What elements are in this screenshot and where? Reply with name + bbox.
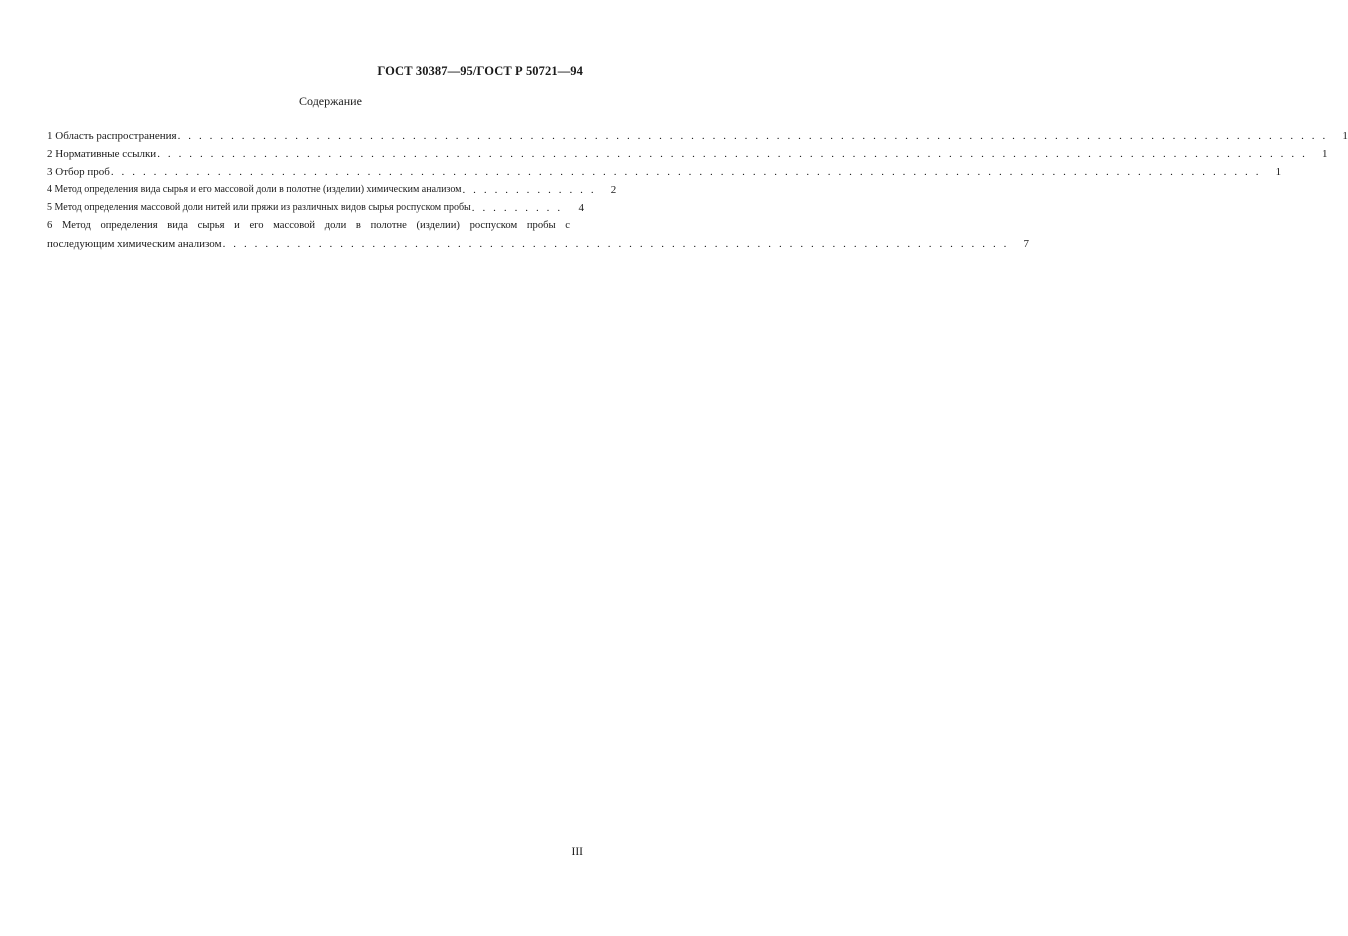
toc-entry-page: 7 xyxy=(1023,238,1030,250)
toc-entry-3[interactable] xyxy=(47,163,1282,181)
toc-entry-text-line1: 6 Метод определения вида сырья и его массовой доли в полотне (изделии) роспуском пробы с xyxy=(47,220,570,231)
toc-entry-text: 2 Нормативные ссылки xyxy=(47,148,157,160)
toc-leader-dots: . . . . . . . . . . . . . . . . . . . . . . . . . . . . . . . . . . . . . . . . . . . . . . . . . . . . . . . . . . . . . . . . . . . . . . . . . . . . . . . . . . . . . . . . . . . . . . . . . . . . . . . . . . . . xyxy=(110,166,1262,178)
toc-leader-dots: . . . . . . . . . . . . . xyxy=(462,184,597,196)
toc-entry-text: 5 Метод определения массовой доли нитей или пряжи из различных видов сырья роспуском пробы xyxy=(47,202,471,213)
toc-leader-dots: . . . . . . . . . . . . . . . . . . . . . . . . . . . . . . . . . . . . . . . . . . . . . . . . . . . . . . . . . . . . . . . . . . . . . . . . . . xyxy=(222,238,1010,250)
toc-entry-page: 1 xyxy=(1321,148,1328,160)
toc-entry-line2-row xyxy=(47,235,1030,253)
toc-entry-4[interactable] xyxy=(47,181,617,199)
standard-code-header: ГОСТ 30387—95/ГОСТ Р 50721—94 xyxy=(377,64,583,78)
toc-entry-6[interactable] xyxy=(47,217,1030,253)
toc-leader-dots: . . . . . . . . . . . . . . . . . . . . . . . . . . . . . . . . . . . . . . . . . . . . . . . . . . . . . . . . . . . . . . . . . . . . . . . . . . . . . . . . . . . . . . . . . . . . . . . . . . . . . . . . . . . . xyxy=(157,148,1308,160)
toc-leader-dots: . . . . . . . . . . . . . . . . . . . . . . . . . . . . . . . . . . . . . . . . . . . . . . . . . . . . . . . . . . . . . . . . . . . . . . . . . . . . . . . . . . . . . . . . . . . . . . . . . . . . . . . . . . . . xyxy=(177,130,1328,142)
toc-entry-page: 2 xyxy=(610,184,617,196)
toc-title: Содержание xyxy=(299,94,362,108)
toc-entry-text: 3 Отбор проб xyxy=(47,166,110,178)
toc-entry-text: 4 Метод определения вида сырья и его массовой доли в полотне (изделии) химическим анализом xyxy=(47,184,462,195)
toc-entry-5[interactable] xyxy=(47,199,584,217)
table-of-contents xyxy=(47,127,1348,253)
toc-entry-1[interactable] xyxy=(47,127,1348,145)
toc-entry-2[interactable] xyxy=(47,145,1328,163)
toc-entry-text: 1 Область распространения xyxy=(47,130,177,142)
toc-leader-dots: . . . . . . . . . xyxy=(471,202,563,214)
toc-entry-page: 4 xyxy=(578,202,584,214)
toc-entry-page: 1 xyxy=(1275,166,1282,178)
toc-entry-page: 1 xyxy=(1342,130,1348,142)
page-number: III xyxy=(571,846,583,858)
toc-entry-text-line2: последующим химическим анализом xyxy=(47,238,222,250)
